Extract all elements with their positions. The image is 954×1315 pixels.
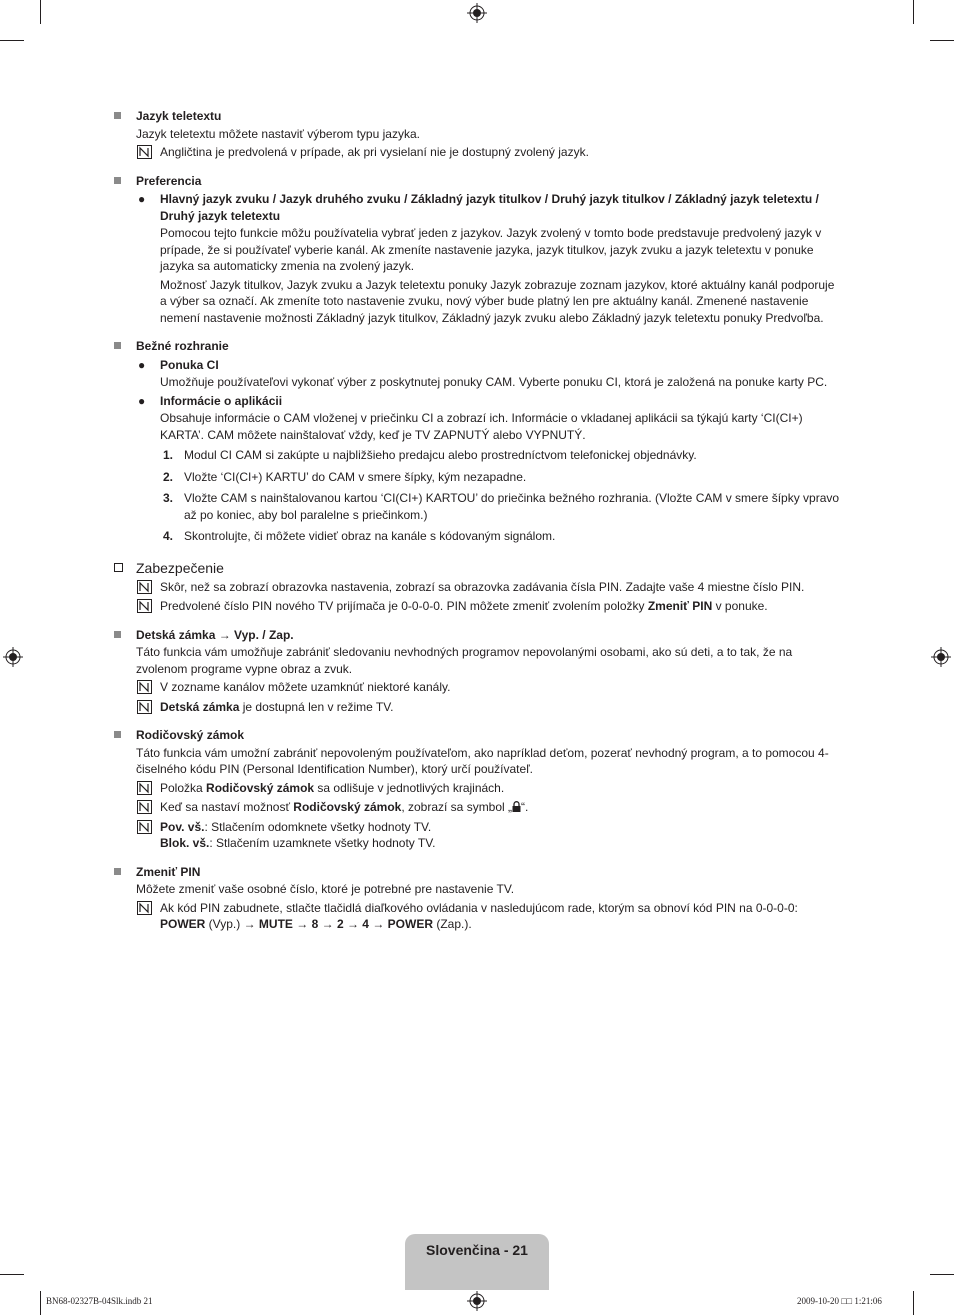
note-icon [137,781,152,795]
bullet-item: ● Informácie o aplikácii Obsahuje informácie o CAM vloženej v priečinku CI a zobrazí ich. Informácie o vkladanej aplikácii sa týkajú karty ‘CI(CI+) KARTA’. CAM môžete nainštalovať vždy, keď je TV ZAPNUTÝ alebo VYPNUTÝ. [138,393,803,442]
bullet-dot-icon: ● [138,393,146,408]
page-number: Slovenčina - 21 [426,1242,528,1258]
crop-mark [913,1291,914,1315]
section-zmenit-pin: Zmeniť PIN Môžete zmeniť vaše osobné číslo, ktoré je potrebné pre nastavenie TV. Ak kód PIN zabudnete, stlačte tlačidlá diaľkového ovládania v nasledujúcom rade, ktorým sa obnoví kód PIN na 0-0-0-0: POWER (Vyp.) → MUTE → 8 → 2 → 4 → POWER (Zap.). [113,864,843,933]
crop-mark [930,1274,954,1275]
note-icon [137,680,152,694]
crop-mark [930,40,954,41]
section-bezne-rozhranie [113,338,843,545]
bullet-dot-icon: ● [138,192,146,206]
section-title: Jazyk teletextu [136,109,222,123]
note: Angličtina je predvolená v prípade, ak pri vysielaní nie je dostupný zvolený jazyk. [136,144,843,161]
section-title: Detská zámka → Vyp. / Zap. [136,627,294,642]
note-icon [137,580,152,594]
print-slug-file: BN68-02327B-04Slk.indb 21 [46,1296,153,1306]
note-icon [137,820,152,834]
section-title: Bežné rozhranie [136,339,229,353]
note-icon [137,599,152,613]
page-number-tab [405,1234,549,1290]
note-icon [137,145,152,159]
note: Položka Rodičovský zámok sa odlišuje v jednotlivých krajinách. [136,780,843,797]
crop-mark [40,0,41,24]
section-heading: Zabezpečenie [136,559,224,576]
section-detska-zamka: Detská zámka → Vyp. / Zap. Táto funkcia vám umožňuje zabrániť sledovaniu nevhodných programov nepovolanými osobami, ako sú deti, a to tak, že na zvolenom programe vypne obraz a zvuk. V zozname kanálov môžete uzamknúť niektoré kanály. Detská zámka je dostupná len v režime TV. [113,627,843,716]
checkbox-square-icon [114,563,123,572]
square-bullet-icon [114,112,121,119]
section-preferencia [113,173,843,327]
bullet-item: ● Hlavný jazyk zvuku / Jazyk druhého zvuku / Základný jazyk titulkov / Druhý jazyk titulkov / Základný jazyk teletextu / Druhý jazyk teletextu Pomocou tejto funkcie môžu používatelia vybrať jeden z jazykov. Jazyk zvolený v tomto bode predstavuje predvolený jazyk v prípade, že si používateľ vyberie kanál. Ak zmeníte nastavenie jazyka, jazyk titulkov, jazyk zvuku a jazyk teletextu v ponuke jazyka sa automaticky zmenia na zvolený jazyk. Možnosť Jazyk titulkov, Jazyk zvuku a Jazyk teletextu ponuky Jazyk zobrazuje zoznam jazykov, ktoré aktuálny kanál podporuje a výber sa označí. Ak zmeníte toto nastavenie zvuku, nový výber bude platný len pre aktuálny kanál. Zmenené nastavenie nemení nastavenie možnosti Základný jazyk titulkov, Základný jazyk zvuku alebo Základný jazyk teletextu ponuky Predvoľba. [138,192,835,325]
bullet-item: ● Ponuka CI Umožňuje používateľovi vykonať výber z poskytnutej ponuky CAM. Vyberte ponuku CI, ktorá je založená na ponuke karty PC. [138,357,828,389]
note-icon [137,901,152,915]
note: V zozname kanálov môžete uzamknúť niektoré kanály. [136,679,843,696]
registration-mark-icon [3,647,23,667]
bullet-dot-icon: ● [138,357,146,372]
section-text: Jazyk teletextu môžete nastaviť výberom typu jazyka. [136,126,420,141]
numbered-step: 4. Skontrolujte, či môžete vidieť obraz na kanále s kódovaným signálom. [163,529,556,543]
page-content [113,108,843,936]
section-title: Rodičovský zámok [136,728,245,742]
note: Detská zámka je dostupná len v režime TV. [136,699,843,716]
note: Ak kód PIN zabudnete, stlačte tlačidlá diaľkového ovládania v nasledujúcom rade, ktorým sa obnoví kód PIN na 0-0-0-0: POWER (Vyp.) → MUTE → 8 → 2 → 4 → POWER (Zap.). [136,900,843,933]
note: Pov. vš.: Stlačením odomknete všetky hodnoty TV. Blok. vš.: Stlačením uzamknete všetky hodnoty TV. [136,819,843,852]
registration-mark-icon [931,647,951,667]
crop-mark [40,1291,41,1315]
lock-icon [512,801,521,812]
section-zabezpecenie [113,559,843,615]
note: Predvolené číslo PIN nového TV prijímača je 0-0-0-0. PIN môžete zmeniť zvolením položky Zmeniť PIN v ponuke. [136,598,843,615]
square-bullet-icon [114,342,121,349]
section-jazyk-teletextu [113,108,843,161]
note-icon [137,800,152,814]
square-bullet-icon [114,177,121,184]
crop-mark [913,0,914,24]
note: Keď sa nastaví možnosť Rodičovský zámok, zobrazí sa symbol „ “. [136,799,843,816]
note: Skôr, než sa zobrazí obrazovka nastavenia, zobrazí sa obrazovka zadávania čísla PIN. Zadajte vaše 4 miestne číslo PIN. [136,579,843,596]
numbered-step: 1. Modul CI CAM si zakúpte u najbližšieho predajcu alebo prostredníctvom telefonickej objednávky. [163,448,697,462]
section-title: Zmeniť PIN [136,864,201,879]
registration-mark-icon [467,3,487,23]
numbered-step: 2. Vložte ‘CI(CI+) KARTU’ do CAM v smere šípky, kým nezapadne. [163,469,527,484]
square-bullet-icon [114,731,121,738]
crop-mark [0,1274,24,1275]
print-slug-date: 2009-10-20 □□ 1:21:06 [797,1296,882,1306]
section-title: Preferencia [136,173,202,188]
note-icon [137,700,152,714]
square-bullet-icon [114,868,121,875]
section-rodicovsky-zamok: Rodičovský zámok Táto funkcia vám umožní zabrániť nepovoleným používateľom, ako napríklad deťom, pozerať nevhodný program, a to pomocou 4-čiselného kódu PIN (Personal Identification Number), ktorý určí používateľ. Položka Rodičovský zámok sa odlišuje v jednotlivých krajinách. Keď sa nastaví možnosť Rodičovský zámok, zobrazí sa symbol „ “. Pov. vš.: Stlačením odomknete všetky hodnoty TV. Blok. vš.: Stlačením uzamknete všetky hodnoty TV. [113,727,843,852]
crop-mark [0,40,24,41]
registration-mark-icon [467,1291,487,1311]
square-bullet-icon [114,631,121,638]
numbered-step: 3. Vložte CAM s nainštalovanou kartou ‘CI(CI+) KARTOU’ do priečinka bežného rozhrania. (Vložte CAM v smere šípky vpravo až po koniec, aby bol paralelne s priečinkom.) [163,491,840,522]
